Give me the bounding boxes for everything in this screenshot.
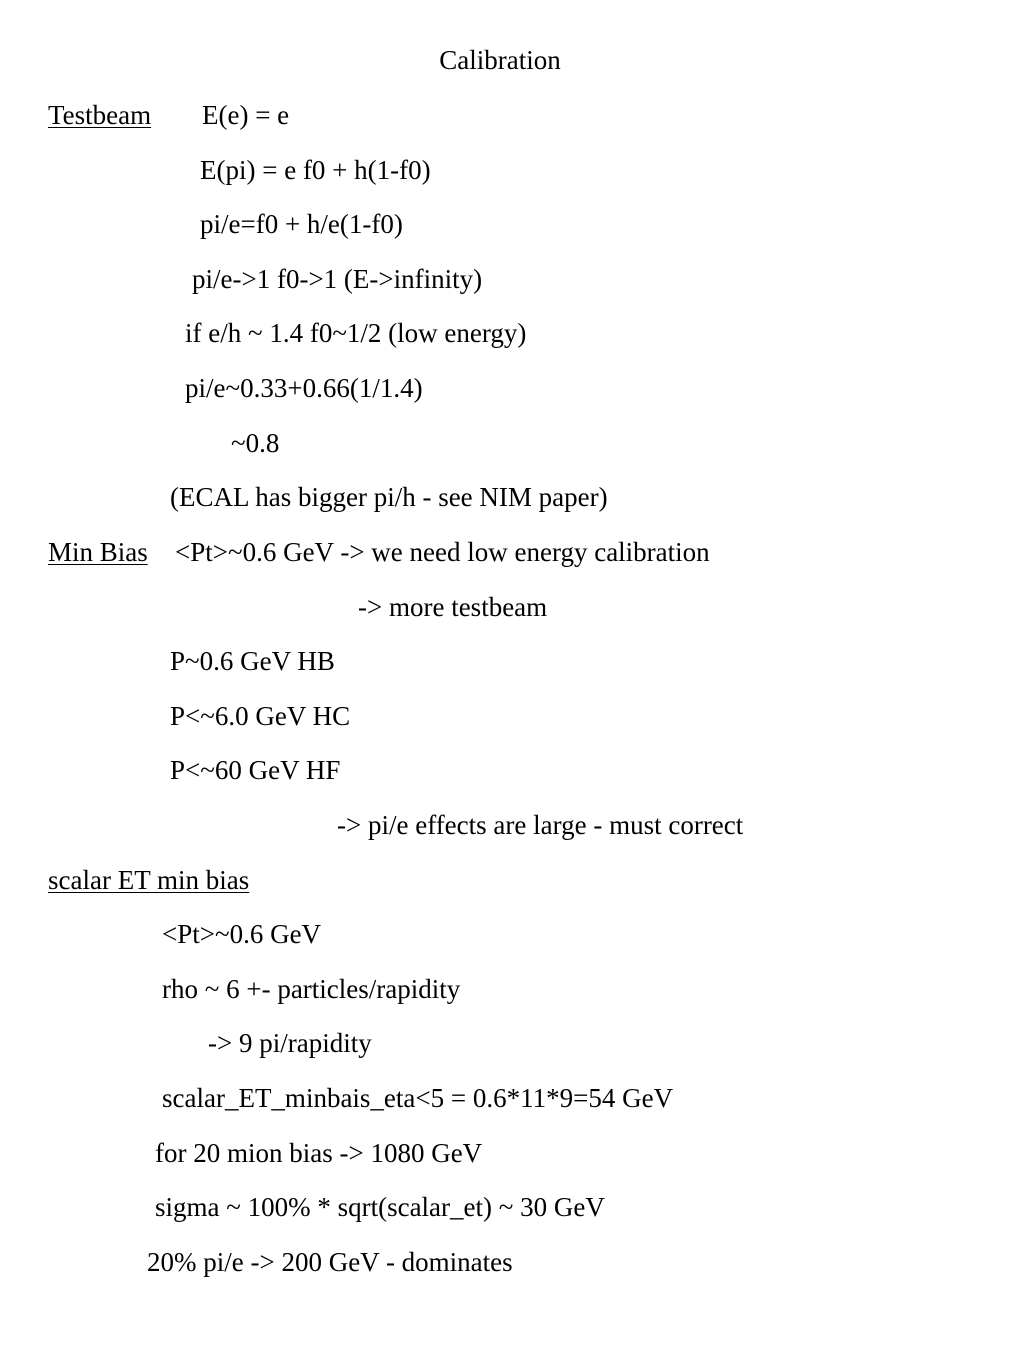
testbeam-line: (ECAL has bigger pi/h - see NIM paper) [170, 482, 608, 512]
testbeam-line: E(e) = e [202, 100, 290, 130]
scalar-et-line: <Pt>~0.6 GeV [162, 919, 322, 949]
min-bias-line: <Pt>~0.6 GeV -> we need low energy calibration [175, 537, 710, 567]
min-bias-line: -> more testbeam [358, 592, 548, 622]
scalar-et-line: sigma ~ 100% * sqrt(scalar_et) ~ 30 GeV [155, 1192, 605, 1222]
min-bias-line: -> pi/e effects are large - must correct [337, 810, 744, 840]
testbeam-line: ~0.8 [231, 428, 280, 458]
scalar-et-line: for 20 mion bias -> 1080 GeV [155, 1138, 483, 1168]
scalar-et-line: scalar_ET_minbais_eta<5 = 0.6*11*9=54 GeV [162, 1083, 674, 1113]
testbeam-line: E(pi) = e f0 + h(1-f0) [200, 155, 431, 185]
scalar-et-line: rho ~ 6 +- particles/rapidity [162, 974, 461, 1004]
min-bias-line: P<~60 GeV HF [170, 755, 341, 785]
testbeam-line: pi/e~0.33+0.66(1/1.4) [185, 373, 423, 403]
section-heading-testbeam: Testbeam [48, 100, 152, 130]
testbeam-line: if e/h ~ 1.4 f0~1/2 (low energy) [185, 318, 527, 348]
min-bias-line: P<~6.0 GeV HC [170, 701, 351, 731]
page-title: Calibration [439, 45, 561, 75]
section-heading-min-bias: Min Bias [48, 537, 148, 567]
section-heading-scalar-et: scalar ET min bias [48, 865, 250, 895]
min-bias-line: P~0.6 GeV HB [170, 646, 335, 676]
testbeam-line: pi/e=f0 + h/e(1-f0) [200, 209, 403, 239]
testbeam-line: pi/e->1 f0->1 (E->infinity) [192, 264, 483, 294]
scalar-et-line: -> 9 pi/rapidity [208, 1028, 372, 1058]
scalar-et-line: 20% pi/e -> 200 GeV - dominates [147, 1247, 513, 1277]
